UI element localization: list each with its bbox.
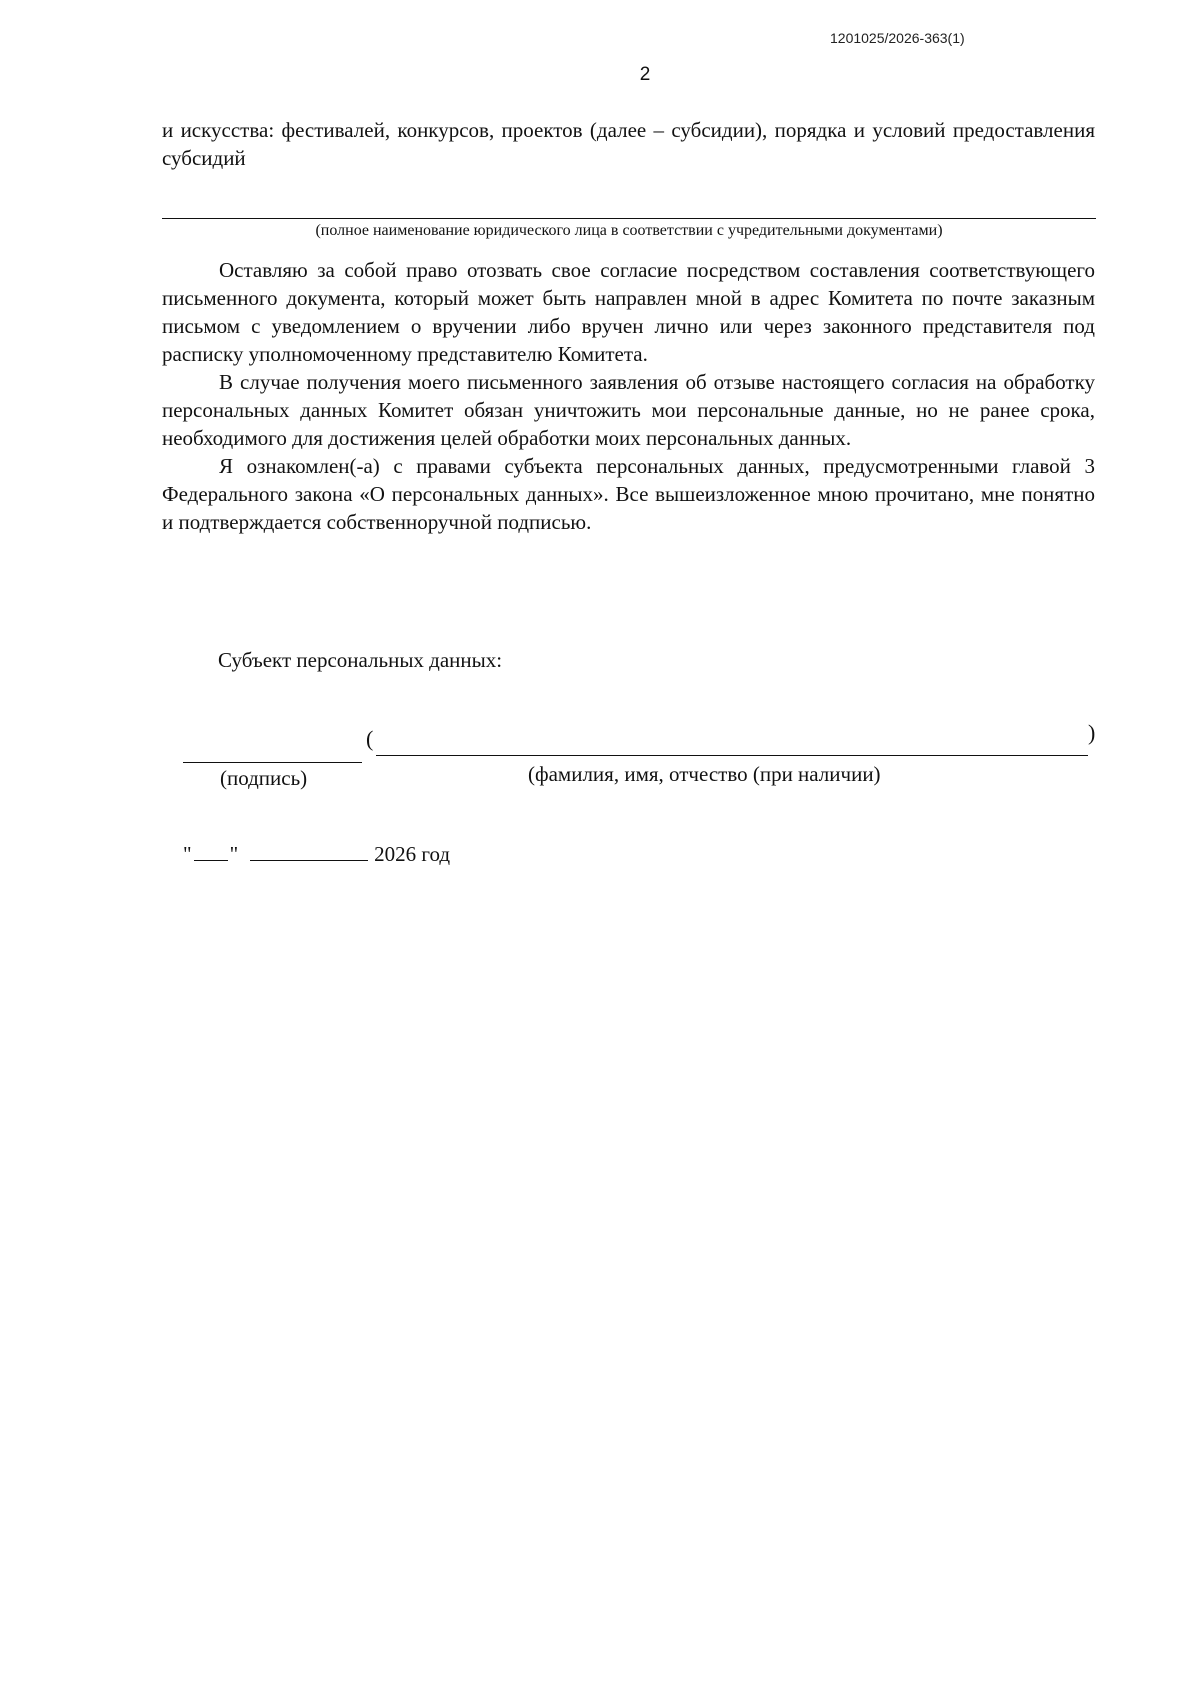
full-name-caption: (фамилия, имя, отчество (при наличии) — [528, 762, 881, 786]
date-day-field[interactable] — [194, 842, 228, 861]
page-number: 2 — [639, 64, 651, 85]
paragraph-revocation-right: Оставляю за собой право отозвать свое согласие посредством составления соответствующего письменного документа, который может быть направлен мной в адрес Комитета по почте заказным письмом с уведомлением о вручении либо вручен лично или через законного представителя под расписку уполномоченному представителю Комитета. — [162, 258, 1095, 366]
org-name-field[interactable] — [162, 218, 1096, 219]
signature-field[interactable] — [183, 762, 362, 763]
paren-close: ) — [1088, 720, 1096, 745]
intro-paragraph — [162, 116, 1095, 172]
intro-text: и искусства: фестивалей, конкурсов, проектов (далее – субсидии), порядка и условий предоставления субсидий — [162, 118, 1095, 170]
subject-label: Субъект персональных данных: — [218, 648, 503, 672]
quote-open: " — [183, 842, 192, 866]
full-name-field[interactable] — [376, 755, 1088, 756]
signature-caption: (подпись) — [220, 766, 308, 790]
document-number: 1201025/2026-363(1) — [830, 30, 965, 46]
date-row — [183, 842, 450, 867]
org-name-caption: (полное наименование юридического лица в соответствии с учредительными документами) — [315, 222, 943, 239]
date-month-field[interactable] — [250, 842, 368, 861]
paragraph-data-destruction: В случае получения моего письменного заявления об отзыве настоящего согласия на обработку персональных данных Комитет обязан уничтожить мои персональные данные, но не ранее срока, необходимого для достижения целей обработки моих персональных данных. — [162, 370, 1095, 450]
paren-open: ( — [366, 726, 374, 751]
quote-close: " — [229, 842, 239, 866]
date-year: 2026 год — [374, 842, 451, 866]
consent-body — [162, 256, 1095, 536]
paragraph-acknowledgement: Я ознакомлен(-а) с правами субъекта персональных данных, предусмотренными главой 3 Федерального закона «О персональных данных». Все вышеизложенное мною прочитано, мне понятно и подтверждается собственноручной подписью. — [162, 454, 1095, 534]
